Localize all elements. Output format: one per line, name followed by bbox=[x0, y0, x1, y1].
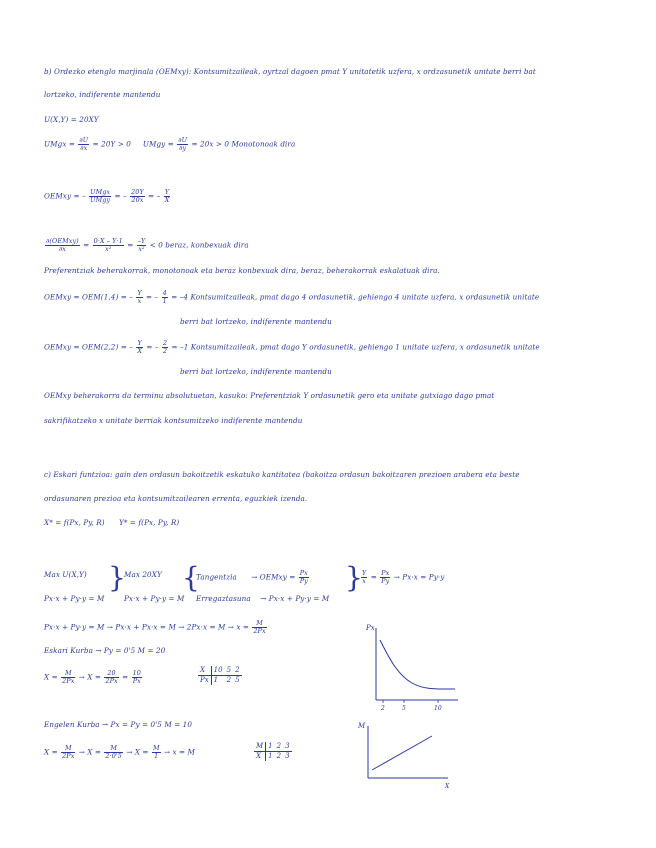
final-line-2: sakrifikatzeko x unitate berriak kontsumitzeko indiferente mantendu bbox=[44, 416, 303, 425]
demand-functions: X* = f(Px, Py, R) Y* = f(Px, Py, R) bbox=[44, 518, 180, 527]
engel-line bbox=[372, 736, 432, 770]
demand-ylabel: Px bbox=[366, 624, 375, 632]
budget: Erregaztasuna → Px·x + Py·y = M bbox=[196, 594, 330, 603]
demand-tick-label-1: 2 bbox=[381, 705, 385, 712]
demand-curve bbox=[380, 640, 455, 689]
engel-table: M 1 2 3 X 1 2 3 bbox=[256, 742, 290, 760]
engel-formula: X = $\frac{M}{2Px}$ → X = $\frac{M}{2\cdot 0'5}$ → X = $\frac{M}{1}$ → x = M bbox=[44, 744, 195, 760]
eskari-title: Eskari Kurba → Py = 0'5 M = 20 bbox=[44, 646, 166, 655]
brace-3: } bbox=[345, 561, 363, 594]
max-u: Max 20XY bbox=[124, 570, 162, 579]
marginal-utilities: UMgx = $\frac{\partial U}{\partial x}$ = 20Y > 0 UMgy = $\frac{\partial U}{\partial y}$ = 20x > 0 Monotonoak dira bbox=[44, 136, 296, 152]
demand-tick-label-3: 10 bbox=[434, 705, 442, 712]
tangency: Tangentzia → OEMxy = $\frac{Px}{Py}$ bbox=[196, 569, 308, 585]
demand-tick-label-2: 5 bbox=[402, 705, 406, 712]
engel-ylabel: M bbox=[358, 722, 366, 730]
oem-derivative: $\frac{\text{∂(OEMxy)}}{\partial x}$ = $\frac{0\cdot X - Y\cdot 1}{\text{x²}}$ = $\frac{-Y}{\text{x²}}$ < 0 beraz, konbexuak dira bbox=[46, 237, 249, 253]
brace-1: } bbox=[108, 561, 126, 594]
part-c-title: c) Eskari funtzioa: gain den ordasun bakoitzetik eskatuko kantitatea (bakoitza ordasun bakoitzaren prezioen arabera eta beste bbox=[44, 470, 520, 479]
part-c-title-cont: ordasunaren prezioa eta kontsumitzailearen errenta, eguzkiek izenda. bbox=[44, 494, 308, 503]
example-2: OEMxy = OEM(2,2) = – $\frac{Y}{X}$ = – $\frac{2}{2}$ = –1 Kontsumitzaileak, pmat dago Y ordasunetik, gehiengo 1 unitate uzfera, x ordasunetik unitate bbox=[44, 339, 540, 355]
substitution: Px·x + Py·y = M → Px·x + Px·x = M → 2Px·x = M → x = $\frac{M}{2Px}$ bbox=[44, 619, 266, 635]
oem-formula: OEMxy = – $\frac{\text{UMgx}}{\text{UMgy}}$ = – $\frac{20Y}{20x}$ = – $\frac{Y}{X}$ bbox=[44, 188, 170, 204]
eskari-formula: X = $\frac{M}{2Px}$ → X = $\frac{20}{2Px}$ = $\frac{10}{Px}$ bbox=[44, 669, 141, 685]
engel-title: Engelen Kurba → Px = Py = 0'5 M = 10 bbox=[44, 720, 193, 729]
engel-graph bbox=[357, 722, 450, 790]
brace-2: { bbox=[182, 561, 200, 594]
part-b-title-cont: lortzeko, indiferente mantendu bbox=[44, 90, 161, 99]
eskari-table: X 10 5 2 Px 1 2 5 bbox=[200, 666, 240, 684]
example-1: OEMxy = OEM(1,4) = – $\frac{Y}{x}$ = – $\frac{4}{1}$ = –4 Kontsumitzaileak, pmat dago 4 ordasunetik, gehiengo 4 unitate uzfera, x ordasunetik unitate bbox=[44, 289, 540, 305]
utility-function: U(X,Y) = 20XY bbox=[44, 115, 99, 124]
max-label: Max U(X,Y) bbox=[44, 570, 87, 579]
constraint-1: Px·x + Py·y = M bbox=[44, 594, 105, 603]
part-b-title: b) Ordezko etenglo marjinala (OEMxy): Kontsumitzaileak, oyrtzal dagoen pmat Y unitatetik uzfera, x ordzasunetik unitate berri bat bbox=[44, 67, 536, 76]
decreasing-line: Preferentziak beherakorrak, monotonoak eta beraz konbexuak dira, beraz, beherakorrak eskalatuak dira. bbox=[44, 266, 440, 275]
demand-graph bbox=[365, 624, 458, 712]
final-line-1: OEMxy beherakorra da terminu absolutuetan, kasuko: Preferentziak Y ordasunetik gero eta unitate gutxiago dago pmat bbox=[44, 391, 495, 400]
example-2-cont: berri bat lortzeko, indiferente mantendu bbox=[180, 367, 332, 376]
tangency-result: $\frac{Y}{x}$ = $\frac{Px}{Py}$ → Px·x = Py·y bbox=[362, 569, 445, 585]
example-1-cont: berri bat lortzeko, indiferente mantendu bbox=[180, 317, 332, 326]
constraint-2: Px·x + Py·y = M bbox=[124, 594, 185, 603]
engel-xlabel: X bbox=[445, 783, 450, 790]
